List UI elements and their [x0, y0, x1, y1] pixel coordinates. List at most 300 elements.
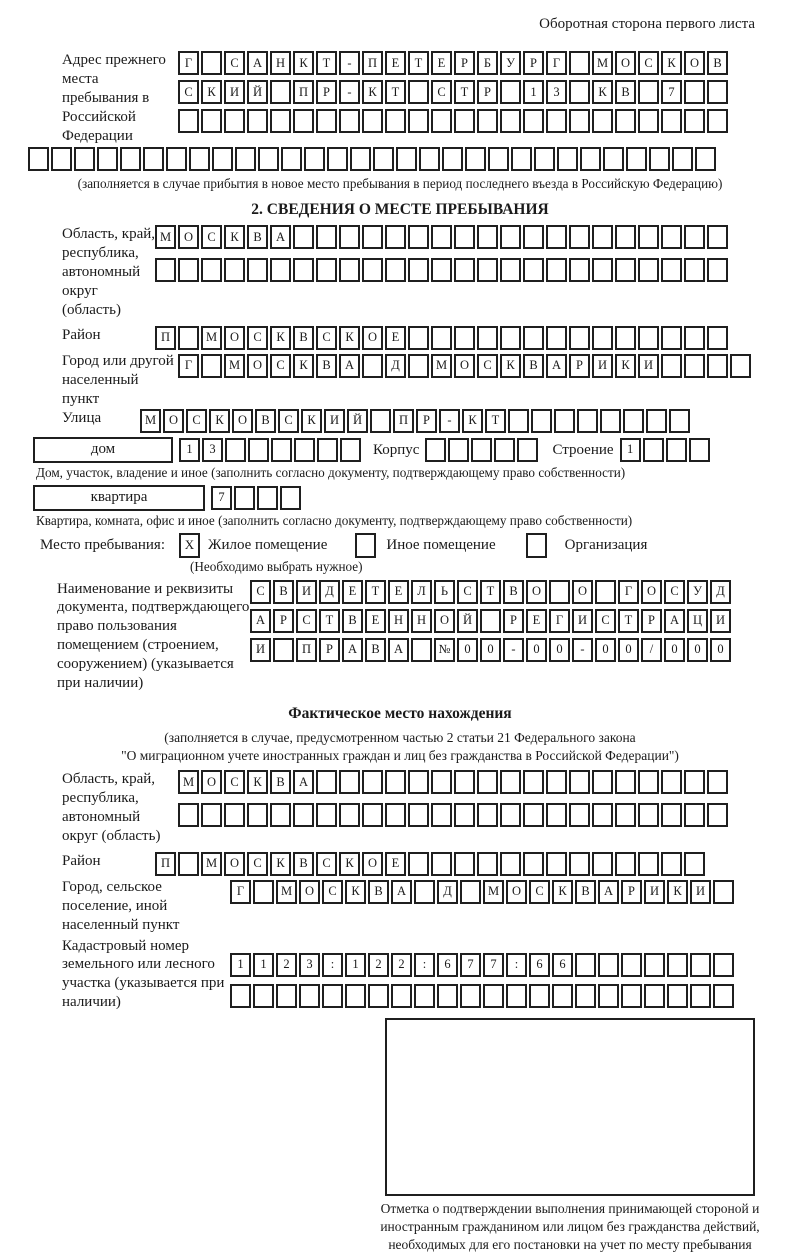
char-cell[interactable]: В	[575, 880, 596, 904]
char-cell[interactable]	[304, 147, 325, 171]
char-cell[interactable]	[595, 580, 616, 604]
char-cell[interactable]	[270, 80, 291, 104]
char-cell[interactable]: К	[339, 326, 360, 350]
char-cell[interactable]: П	[393, 409, 414, 433]
char-cell[interactable]	[569, 326, 590, 350]
char-cell[interactable]: А	[270, 225, 291, 249]
char-cell[interactable]	[575, 953, 596, 977]
char-cell[interactable]	[322, 984, 343, 1008]
char-cell[interactable]	[684, 225, 705, 249]
char-cell[interactable]	[638, 803, 659, 827]
char-cell[interactable]	[339, 109, 360, 133]
char-cell[interactable]	[684, 803, 705, 827]
char-cell[interactable]: И	[224, 80, 245, 104]
char-cell[interactable]	[454, 225, 475, 249]
char-cell[interactable]	[408, 354, 429, 378]
char-cell[interactable]	[339, 770, 360, 794]
char-cell[interactable]: Е	[385, 326, 406, 350]
char-cell[interactable]: К	[209, 409, 230, 433]
char-cell[interactable]: Ь	[434, 580, 455, 604]
char-cell[interactable]: Г	[178, 51, 199, 75]
char-cell[interactable]	[477, 852, 498, 876]
char-cell[interactable]	[569, 770, 590, 794]
char-cell[interactable]: Р	[454, 51, 475, 75]
char-cell[interactable]: И	[644, 880, 665, 904]
char-cell[interactable]: Ц	[687, 609, 708, 633]
char-cell[interactable]	[316, 803, 337, 827]
char-cell[interactable]	[684, 770, 705, 794]
char-cell[interactable]	[569, 80, 590, 104]
char-cell[interactable]: Р	[523, 51, 544, 75]
char-cell[interactable]: 2	[276, 953, 297, 977]
char-cell[interactable]: К	[592, 80, 613, 104]
char-cell[interactable]	[425, 438, 446, 462]
char-cell[interactable]: В	[368, 880, 389, 904]
char-cell[interactable]	[661, 326, 682, 350]
char-cell[interactable]: Г	[549, 609, 570, 633]
char-cell[interactable]	[577, 409, 598, 433]
char-cell[interactable]	[270, 803, 291, 827]
char-cell[interactable]: В	[293, 326, 314, 350]
char-cell[interactable]	[477, 803, 498, 827]
char-cell[interactable]	[454, 803, 475, 827]
char-cell[interactable]	[523, 770, 544, 794]
char-cell[interactable]: 1	[345, 953, 366, 977]
char-cell[interactable]: -	[339, 80, 360, 104]
char-cell[interactable]	[293, 225, 314, 249]
char-cell[interactable]	[317, 438, 338, 462]
char-cell[interactable]	[454, 852, 475, 876]
char-cell[interactable]	[669, 409, 690, 433]
dom-word-box[interactable]: дом	[33, 437, 173, 463]
char-cell[interactable]: С	[278, 409, 299, 433]
char-cell[interactable]: С	[638, 51, 659, 75]
char-cell[interactable]: Р	[273, 609, 294, 633]
char-cell[interactable]: К	[661, 51, 682, 75]
char-cell[interactable]	[638, 80, 659, 104]
char-cell[interactable]: :	[322, 953, 343, 977]
char-cell[interactable]	[615, 258, 636, 282]
char-cell[interactable]	[615, 225, 636, 249]
char-cell[interactable]	[707, 80, 728, 104]
char-cell[interactable]	[638, 852, 659, 876]
char-cell[interactable]: Е	[526, 609, 547, 633]
char-cell[interactable]	[600, 409, 621, 433]
char-cell[interactable]	[569, 109, 590, 133]
char-cell[interactable]	[234, 486, 255, 510]
char-cell[interactable]: С	[477, 354, 498, 378]
char-cell[interactable]	[500, 852, 521, 876]
char-cell[interactable]	[523, 803, 544, 827]
char-cell[interactable]	[201, 51, 222, 75]
char-cell[interactable]	[247, 803, 268, 827]
char-cell[interactable]	[408, 770, 429, 794]
char-cell[interactable]: С	[316, 326, 337, 350]
char-cell[interactable]: К	[339, 852, 360, 876]
char-cell[interactable]	[552, 984, 573, 1008]
char-cell[interactable]: -	[572, 638, 593, 662]
char-cell[interactable]	[408, 258, 429, 282]
char-cell[interactable]	[517, 438, 538, 462]
char-cell[interactable]	[575, 984, 596, 1008]
char-cell[interactable]: В	[273, 580, 294, 604]
char-cell[interactable]: Т	[454, 80, 475, 104]
char-cell[interactable]	[437, 984, 458, 1008]
char-cell[interactable]	[592, 109, 613, 133]
char-cell[interactable]: О	[232, 409, 253, 433]
char-cell[interactable]	[684, 258, 705, 282]
char-cell[interactable]	[690, 953, 711, 977]
char-cell[interactable]: Р	[641, 609, 662, 633]
char-cell[interactable]	[339, 258, 360, 282]
char-cell[interactable]: 1	[230, 953, 251, 977]
char-cell[interactable]	[316, 770, 337, 794]
char-cell[interactable]	[689, 438, 710, 462]
char-cell[interactable]: С	[296, 609, 317, 633]
char-cell[interactable]	[178, 326, 199, 350]
char-cell[interactable]	[713, 880, 734, 904]
char-cell[interactable]	[477, 109, 498, 133]
char-cell[interactable]	[667, 953, 688, 977]
char-cell[interactable]: П	[293, 80, 314, 104]
char-cell[interactable]	[592, 258, 613, 282]
char-cell[interactable]: Г	[618, 580, 639, 604]
char-cell[interactable]	[271, 438, 292, 462]
char-cell[interactable]	[385, 258, 406, 282]
char-cell[interactable]: Р	[477, 80, 498, 104]
char-cell[interactable]: 3	[546, 80, 567, 104]
char-cell[interactable]	[615, 803, 636, 827]
char-cell[interactable]	[247, 109, 268, 133]
char-cell[interactable]	[143, 147, 164, 171]
char-cell[interactable]: О	[615, 51, 636, 75]
char-cell[interactable]	[666, 438, 687, 462]
char-cell[interactable]: В	[503, 580, 524, 604]
char-cell[interactable]	[370, 409, 391, 433]
char-cell[interactable]	[531, 409, 552, 433]
char-cell[interactable]	[201, 354, 222, 378]
char-cell[interactable]	[707, 225, 728, 249]
char-cell[interactable]: В	[365, 638, 386, 662]
char-cell[interactable]	[477, 770, 498, 794]
char-cell[interactable]	[661, 109, 682, 133]
char-cell[interactable]: О	[224, 326, 245, 350]
char-cell[interactable]: 7	[483, 953, 504, 977]
char-cell[interactable]	[500, 225, 521, 249]
char-cell[interactable]	[253, 880, 274, 904]
char-cell[interactable]	[178, 109, 199, 133]
char-cell[interactable]: К	[224, 225, 245, 249]
char-cell[interactable]: О	[201, 770, 222, 794]
char-cell[interactable]: К	[293, 51, 314, 75]
checkbox-organizatsiya[interactable]	[526, 533, 547, 558]
char-cell[interactable]	[408, 225, 429, 249]
char-cell[interactable]: 0	[480, 638, 501, 662]
char-cell[interactable]	[480, 609, 501, 633]
char-cell[interactable]	[707, 354, 728, 378]
char-cell[interactable]	[621, 953, 642, 977]
char-cell[interactable]: Р	[416, 409, 437, 433]
char-cell[interactable]	[529, 984, 550, 1008]
char-cell[interactable]: 3	[299, 953, 320, 977]
char-cell[interactable]	[713, 984, 734, 1008]
char-cell[interactable]: П	[155, 852, 176, 876]
char-cell[interactable]	[345, 984, 366, 1008]
char-cell[interactable]: С	[201, 225, 222, 249]
char-cell[interactable]	[500, 258, 521, 282]
char-cell[interactable]: В	[615, 80, 636, 104]
char-cell[interactable]: О	[572, 580, 593, 604]
char-cell[interactable]	[189, 147, 210, 171]
char-cell[interactable]	[690, 984, 711, 1008]
char-cell[interactable]	[230, 984, 251, 1008]
char-cell[interactable]: :	[414, 953, 435, 977]
char-cell[interactable]: 2	[368, 953, 389, 977]
char-cell[interactable]: Н	[411, 609, 432, 633]
char-cell[interactable]	[546, 225, 567, 249]
char-cell[interactable]	[385, 803, 406, 827]
char-cell[interactable]: В	[342, 609, 363, 633]
char-cell[interactable]: О	[299, 880, 320, 904]
char-cell[interactable]	[391, 984, 412, 1008]
char-cell[interactable]	[431, 770, 452, 794]
char-cell[interactable]	[276, 984, 297, 1008]
char-cell[interactable]: А	[546, 354, 567, 378]
char-cell[interactable]	[603, 147, 624, 171]
char-cell[interactable]	[661, 258, 682, 282]
char-cell[interactable]: 1	[253, 953, 274, 977]
char-cell[interactable]	[638, 225, 659, 249]
char-cell[interactable]	[460, 880, 481, 904]
char-cell[interactable]	[523, 326, 544, 350]
char-cell[interactable]	[569, 852, 590, 876]
char-cell[interactable]	[546, 803, 567, 827]
char-cell[interactable]: К	[293, 354, 314, 378]
char-cell[interactable]: И	[592, 354, 613, 378]
char-cell[interactable]: В	[255, 409, 276, 433]
char-cell[interactable]: О	[684, 51, 705, 75]
char-cell[interactable]	[414, 880, 435, 904]
char-cell[interactable]: С	[224, 770, 245, 794]
char-cell[interactable]	[592, 225, 613, 249]
char-cell[interactable]: 0	[687, 638, 708, 662]
char-cell[interactable]	[454, 109, 475, 133]
char-cell[interactable]	[362, 354, 383, 378]
char-cell[interactable]: :	[506, 953, 527, 977]
kvartira-word-box[interactable]: квартира	[33, 485, 205, 511]
char-cell[interactable]	[339, 225, 360, 249]
char-cell[interactable]	[247, 258, 268, 282]
char-cell[interactable]	[713, 953, 734, 977]
char-cell[interactable]: А	[293, 770, 314, 794]
char-cell[interactable]: Л	[411, 580, 432, 604]
char-cell[interactable]	[615, 109, 636, 133]
char-cell[interactable]: 0	[549, 638, 570, 662]
char-cell[interactable]	[644, 953, 665, 977]
char-cell[interactable]	[293, 803, 314, 827]
char-cell[interactable]: М	[201, 852, 222, 876]
char-cell[interactable]	[684, 852, 705, 876]
char-cell[interactable]: И	[324, 409, 345, 433]
char-cell[interactable]	[408, 80, 429, 104]
char-cell[interactable]: У	[500, 51, 521, 75]
char-cell[interactable]	[299, 984, 320, 1008]
char-cell[interactable]	[294, 438, 315, 462]
char-cell[interactable]	[684, 326, 705, 350]
char-cell[interactable]	[362, 258, 383, 282]
char-cell[interactable]: Т	[485, 409, 506, 433]
char-cell[interactable]: М	[155, 225, 176, 249]
char-cell[interactable]	[661, 354, 682, 378]
char-cell[interactable]	[178, 258, 199, 282]
char-cell[interactable]: А	[598, 880, 619, 904]
char-cell[interactable]: О	[362, 326, 383, 350]
char-cell[interactable]: 6	[437, 953, 458, 977]
char-cell[interactable]: Д	[319, 580, 340, 604]
char-cell[interactable]	[695, 147, 716, 171]
char-cell[interactable]	[707, 326, 728, 350]
char-cell[interactable]: С	[247, 852, 268, 876]
char-cell[interactable]	[248, 438, 269, 462]
char-cell[interactable]	[546, 258, 567, 282]
char-cell[interactable]	[707, 109, 728, 133]
char-cell[interactable]: Г	[546, 51, 567, 75]
char-cell[interactable]: 0	[595, 638, 616, 662]
char-cell[interactable]	[253, 984, 274, 1008]
char-cell[interactable]: К	[301, 409, 322, 433]
char-cell[interactable]	[592, 770, 613, 794]
char-cell[interactable]	[51, 147, 72, 171]
char-cell[interactable]: И	[638, 354, 659, 378]
char-cell[interactable]: О	[163, 409, 184, 433]
char-cell[interactable]	[534, 147, 555, 171]
char-cell[interactable]	[235, 147, 256, 171]
char-cell[interactable]	[448, 438, 469, 462]
char-cell[interactable]	[408, 803, 429, 827]
char-cell[interactable]: Е	[342, 580, 363, 604]
char-cell[interactable]	[224, 803, 245, 827]
char-cell[interactable]: 0	[618, 638, 639, 662]
char-cell[interactable]: Т	[408, 51, 429, 75]
char-cell[interactable]	[477, 258, 498, 282]
char-cell[interactable]	[494, 438, 515, 462]
char-cell[interactable]	[442, 147, 463, 171]
char-cell[interactable]	[396, 147, 417, 171]
char-cell[interactable]: Й	[457, 609, 478, 633]
char-cell[interactable]: О	[526, 580, 547, 604]
char-cell[interactable]: К	[615, 354, 636, 378]
char-cell[interactable]	[414, 984, 435, 1008]
char-cell[interactable]: Р	[316, 80, 337, 104]
char-cell[interactable]	[316, 258, 337, 282]
char-cell[interactable]: Т	[319, 609, 340, 633]
char-cell[interactable]	[431, 803, 452, 827]
char-cell[interactable]	[483, 984, 504, 1008]
char-cell[interactable]	[316, 109, 337, 133]
char-cell[interactable]: 1	[620, 438, 641, 462]
char-cell[interactable]: В	[247, 225, 268, 249]
char-cell[interactable]	[615, 326, 636, 350]
char-cell[interactable]	[28, 147, 49, 171]
char-cell[interactable]: Г	[230, 880, 251, 904]
char-cell[interactable]: А	[388, 638, 409, 662]
char-cell[interactable]	[523, 109, 544, 133]
char-cell[interactable]: 0	[664, 638, 685, 662]
char-cell[interactable]	[224, 258, 245, 282]
char-cell[interactable]	[500, 803, 521, 827]
char-cell[interactable]	[201, 258, 222, 282]
char-cell[interactable]: Е	[388, 580, 409, 604]
char-cell[interactable]: С	[457, 580, 478, 604]
char-cell[interactable]	[120, 147, 141, 171]
char-cell[interactable]	[258, 147, 279, 171]
char-cell[interactable]: 7	[211, 486, 232, 510]
char-cell[interactable]	[684, 109, 705, 133]
char-cell[interactable]: О	[362, 852, 383, 876]
char-cell[interactable]: А	[391, 880, 412, 904]
char-cell[interactable]: 6	[552, 953, 573, 977]
char-cell[interactable]	[506, 984, 527, 1008]
char-cell[interactable]	[97, 147, 118, 171]
char-cell[interactable]: -	[503, 638, 524, 662]
char-cell[interactable]: С	[664, 580, 685, 604]
char-cell[interactable]	[385, 225, 406, 249]
char-cell[interactable]: С	[316, 852, 337, 876]
char-cell[interactable]: И	[690, 880, 711, 904]
char-cell[interactable]: Е	[431, 51, 452, 75]
char-cell[interactable]: О	[506, 880, 527, 904]
char-cell[interactable]	[373, 147, 394, 171]
char-cell[interactable]: О	[641, 580, 662, 604]
char-cell[interactable]	[546, 852, 567, 876]
char-cell[interactable]: 6	[529, 953, 550, 977]
char-cell[interactable]	[523, 225, 544, 249]
char-cell[interactable]: А	[247, 51, 268, 75]
char-cell[interactable]: М	[592, 51, 613, 75]
char-cell[interactable]	[431, 225, 452, 249]
char-cell[interactable]	[569, 258, 590, 282]
char-cell[interactable]	[598, 953, 619, 977]
char-cell[interactable]: М	[140, 409, 161, 433]
char-cell[interactable]	[707, 803, 728, 827]
char-cell[interactable]: П	[362, 51, 383, 75]
char-cell[interactable]	[643, 438, 664, 462]
char-cell[interactable]: С	[431, 80, 452, 104]
char-cell[interactable]: С	[224, 51, 245, 75]
char-cell[interactable]	[368, 984, 389, 1008]
char-cell[interactable]	[592, 803, 613, 827]
char-cell[interactable]	[580, 147, 601, 171]
char-cell[interactable]	[684, 354, 705, 378]
char-cell[interactable]: П	[296, 638, 317, 662]
char-cell[interactable]: П	[155, 326, 176, 350]
char-cell[interactable]	[707, 258, 728, 282]
char-cell[interactable]: -	[339, 51, 360, 75]
char-cell[interactable]: №	[434, 638, 455, 662]
char-cell[interactable]	[270, 258, 291, 282]
char-cell[interactable]: Е	[385, 852, 406, 876]
char-cell[interactable]: И	[296, 580, 317, 604]
char-cell[interactable]	[488, 147, 509, 171]
char-cell[interactable]	[546, 770, 567, 794]
char-cell[interactable]: В	[293, 852, 314, 876]
char-cell[interactable]: О	[434, 609, 455, 633]
char-cell[interactable]: К	[201, 80, 222, 104]
char-cell[interactable]	[362, 770, 383, 794]
char-cell[interactable]: С	[322, 880, 343, 904]
char-cell[interactable]: М	[224, 354, 245, 378]
char-cell[interactable]	[454, 258, 475, 282]
